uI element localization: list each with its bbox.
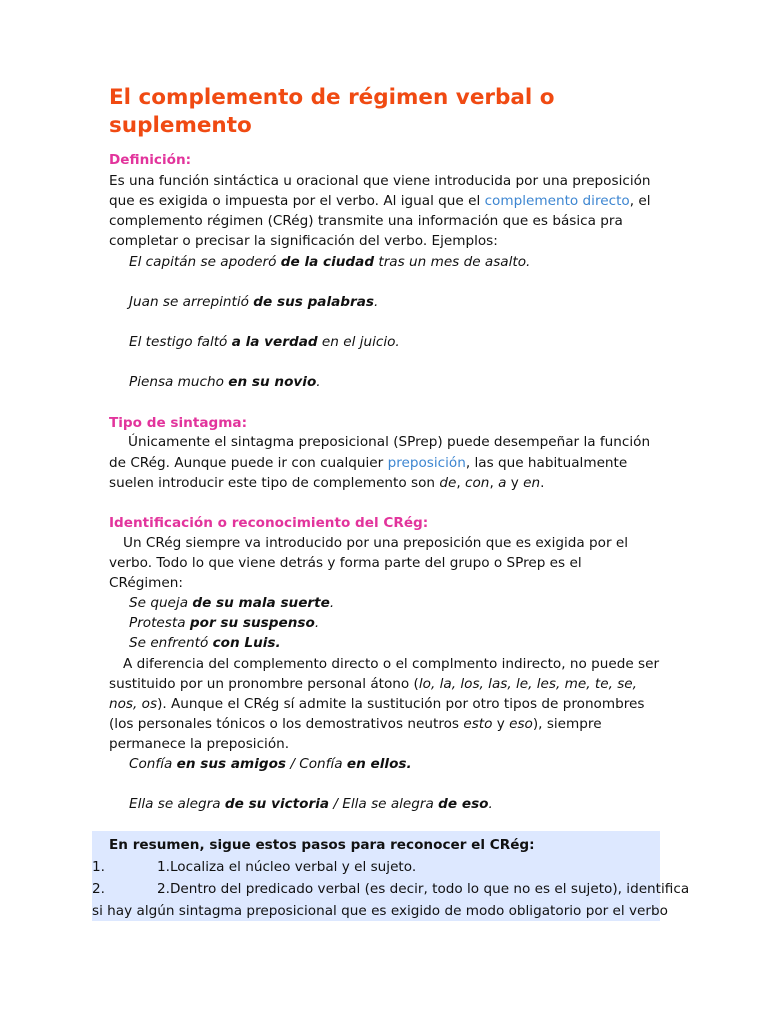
ident-heading: Identificación o reconocimiento del CRég: bbox=[109, 515, 429, 531]
ident-para-5: permanece la preposición. bbox=[109, 736, 290, 752]
text: que es exigida o impuesta por el verbo. Al igual que el bbox=[109, 193, 485, 209]
example-sentence: Piensa mucho en su novio. bbox=[129, 374, 321, 390]
example-sentence: El testigo faltó a la verdad en el juicio. bbox=[129, 334, 400, 350]
link-complemento-directo[interactable]: complemento directo bbox=[484, 193, 630, 209]
example-sentence: Protesta por su suspenso. bbox=[129, 615, 320, 631]
page-title: El complemento de régimen verbal o suplemento bbox=[109, 85, 555, 138]
list-item: 1.Localiza el núcleo verbal y el sujeto. bbox=[157, 859, 417, 875]
example-sentence: Confía en sus amigos / Confía en ellos. bbox=[129, 756, 412, 772]
tipo-line-2: de CRég. Aunque puede ir con cualquier preposición, las que habitualmente bbox=[109, 455, 628, 471]
list-item-continuation: si hay algún sintagma preposicional que es exigido de modo obligatorio por el verbo bbox=[92, 903, 668, 919]
list-number: 1. bbox=[92, 859, 105, 875]
definition-heading: Definición: bbox=[109, 152, 192, 168]
link-preposicion[interactable]: preposición bbox=[387, 455, 466, 471]
example-sentence: Se enfrentó con Luis. bbox=[129, 635, 281, 651]
example-sentence: Se queja de su mala suerte. bbox=[129, 595, 335, 611]
list-item: 2.Dentro del predicado verbal (es decir, todo lo que no es el sujeto), identifica bbox=[157, 881, 690, 897]
ident-line-3: CRégimen: bbox=[109, 575, 183, 591]
example-sentence: Juan se arrepintió de sus palabras. bbox=[129, 294, 379, 310]
text: , el bbox=[629, 193, 651, 209]
ident-line-2: verbo. Todo lo que viene detrás y forma parte del grupo o SPrep es el bbox=[109, 555, 582, 571]
list-number: 2. bbox=[92, 881, 105, 897]
definition-line-4: completar o precisar la significación del verbo. Ejemplos: bbox=[109, 233, 498, 249]
tipo-heading: Tipo de sintagma: bbox=[109, 415, 248, 431]
summary-heading: En resumen, sigue estos pasos para reconocer el CRég: bbox=[109, 837, 535, 853]
ident-para-4: (los personales tónicos o los demostrativos neutros esto y eso), siempre bbox=[109, 716, 602, 732]
example-sentence: El capitán se apoderó de la ciudad tras un mes de asalto. bbox=[129, 254, 531, 270]
ident-para-2: sustituido por un pronombre personal átono (lo, la, los, las, le, les, me, te, se, bbox=[109, 676, 637, 692]
example-sentence: Ella se alegra de su victoria / Ella se alegra de eso. bbox=[129, 796, 493, 812]
ident-line-1: Un CRég siempre va introducido por una preposición que es exigida por el bbox=[123, 535, 629, 551]
definition-line-1: Es una función sintáctica u oracional que viene introducida por una preposición bbox=[109, 173, 651, 189]
definition-line-2 bbox=[109, 191, 651, 211]
tipo-line-1: Únicamente el sintagma preposicional (SPrep) puede desempeñar la función bbox=[128, 434, 651, 450]
tipo-line-3: suelen introducir este tipo de complemento son de, con, a y en. bbox=[109, 475, 545, 491]
ident-para-3: nos, os). Aunque el CRég sí admite la sustitución por otro tipos de pronombres bbox=[109, 696, 645, 712]
definition-line-3: complemento régimen (CRég) transmite una información que es básica pra bbox=[109, 213, 623, 229]
ident-para-1: A diferencia del complemento directo o el complmento indirecto, no puede ser bbox=[123, 656, 660, 672]
